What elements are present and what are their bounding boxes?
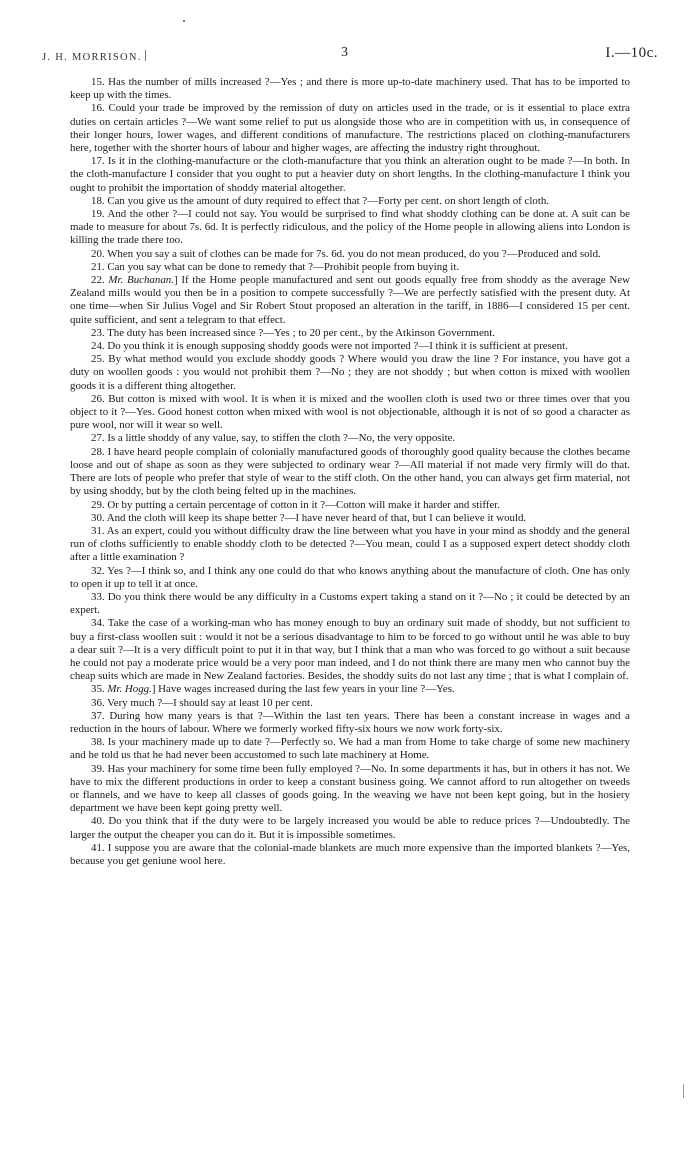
- paragraph-25: 25. By what method would you exclude shoddy goods ? Where would you draw the line ? For instance, you have got a duty on woollen goods : you would not prohibit them ?—No ; they are not shoddy ; but when cotton is mixed with woollen goods it is a different thing altogether.: [70, 353, 630, 392]
- paragraph-29: 29. Or by putting a certain percentage of cotton in it ?—Cotton will make it harder and stiffer.: [91, 498, 500, 511]
- running-header-name: J. H. MORRISON.: [42, 50, 146, 63]
- paragraph-38: 38. Is your machinery made up to date ?—Perfectly so. We had a man from Home to take charge of some new machinery and he told us that he had never been accustomed to such late machinery at Home.: [70, 736, 630, 762]
- paragraph-16: 16. Could your trade be improved by the remission of duty on articles used in the trade, or is it essential to place extra duties on certain articles ?—We want some relief to put us alongside those who are in competition with us, in consequence of their longer hours, lower wages, and different conditions of manufacture. The restrictions placed on clothing-manufacturers here, together with the shorter hours of labour and higher wages, are affecting the industry right throughout.: [70, 102, 630, 155]
- print-speck: [183, 20, 185, 22]
- paragraph-40: 40. Do you think that if the duty were to be largely increased you would be able to reduce prices ?—Undoubtedly. The larger the output the cheaper you can do it. But it is impossible sometimes.: [70, 815, 630, 841]
- paragraph-35: [70, 683, 630, 696]
- question-number: 35.: [91, 683, 108, 696]
- speaker-name: Mr. Buchanan.: [108, 274, 174, 287]
- speaker-name: Mr. Hogg.: [107, 683, 152, 696]
- document-body: [70, 76, 630, 868]
- paragraph-28: 28. I have heard people complain of colonially manufactured goods of thoroughly good quality because the clothes became loose and out of shape as soon as they were subjected to ordinary wear ?—All material if not made very firmly will do that. There are lots of people who prefer that style of wear to the stiff cloth. On the other hand, you can always get firm material, not by using shoddy, but by the cloth being felted up in the machines.: [70, 445, 630, 498]
- margin-mark: [683, 1084, 684, 1098]
- paragraph-41: 41. I suppose you are aware that the colonial-made blankets are much more expensive than the imported blankets ?—Yes, because you get geniune wool here.: [70, 841, 630, 867]
- paragraph-39: 39. Has your machinery for some time been fully employed ?—No. In some departments it has, but in others it has not. We have to mix the different productions in order to keep a constant business going. We cannot afford to run altogether on tweeds or flannels, and we have to keep all classes of goods going. In the weaving we have not been kept going, but in the hosiery department we have been kept going pretty well.: [70, 762, 630, 815]
- paragraph-19: 19. And the other ?—I could not say. You would be surprised to find what shoddy clothing can be done at. A suit can be made to measure for about 7s. 6d. It is perfectly ridiculous, and the policy of the Home people in allowing aliens into London is killing the trade there too.: [70, 208, 630, 247]
- paragraph-20: 20. When you say a suit of clothes can be made for 7s. 6d. you do not mean produced, do you ?—Produced and sold.: [91, 247, 601, 260]
- header-bracket: [145, 50, 146, 61]
- page-number: 3: [341, 45, 348, 60]
- paragraph-34: 34. Take the case of a working-man who has money enough to buy an ordinary suit made of shoddy, but not sufficient to buy a first-class woollen suit : would it not be a serious disadvantage to him to be forced to go without until he was able to buy a dear suit ?—It is a very difficult point to put it in that way, but I think that a man who was forced to go without a suit because he could not pay a moderate price would be a very poor man indeed, and I do not think there are many men who cannot buy the cheap suits which are made in New Zealand factories. Besides, the shoddy suits do not last any time ; that is what I complain of.: [70, 617, 630, 683]
- paragraph-37: 37. During how many years is that ?—Within the last ten years. There has been a constant increase in wages and a reduction in the hours of labour. Where we formerly worked fifty-six hours we now work forty-six.: [70, 709, 630, 735]
- running-header-reference: I.—10c.: [605, 45, 658, 61]
- paragraph-15: 15. Has the number of mills increased ?—Yes ; and there is more up-to-date machinery used. That has to be imported to keep up with the times.: [70, 76, 630, 102]
- question-number: 22.: [91, 274, 109, 287]
- paragraph-33: 33. Do you think there would be any difficulty in a Customs expert taking a stand on it ?—No ; it could be detected by an expert.: [70, 590, 630, 617]
- paragraph-24: 24. Do you think it is enough supposing shoddy goods were not imported ?—I think it is sufficient at present.: [91, 340, 568, 353]
- paragraph-27: 27. Is a little shoddy of any value, say, to stiffen the cloth ?—No, the very opposite.: [91, 432, 456, 445]
- paragraph-text: ] Have wages increased during the last few years in your line ?—Yes.: [151, 683, 455, 696]
- paragraph-22: [70, 274, 630, 327]
- paragraph-18: 18. Can you give us the amount of duty required to effect that ?—Forty per cent. on short length of cloth.: [91, 194, 550, 207]
- paragraph-21: 21. Can you say what can be done to remedy that ?—Prohibit people from buying it.: [91, 260, 460, 273]
- paragraph-31: 31. As an expert, could you without difficulty draw the line between what you have in your mind as shoddy and the general run of cloths sufficiently to enable shoddy cloth to be detected ?—You mean, could I as a supposed expert detect shoddy cloth after a little examination ?: [70, 524, 630, 564]
- paragraph-23: 23. The duty has been increased since ?—Yes ; to 20 per cent., by the Atkinson Government.: [91, 326, 495, 339]
- paragraph-26: 26. But cotton is mixed with wool. It is when it is mixed and the woollen cloth is used two or three times over that you object to it ?—Yes. Good honest cotton when mixed with wool is not objectionable, although it is not of so good a character as pure wool, nor will it wear so well.: [70, 392, 630, 432]
- paragraph-text: ] If the Home people manufactured and sent out goods equally free from shoddy as the average New Zealand mills would you then be in a position to compete successfully ?—We are perfectly satisfied with the present duty. At one time—when Sir Julius Vogel and Sir Robert Stout proposed an alteration in the tariff, in 1886—I considered 15 per cent. quite sufficient, and sent a telegram to that effect.: [70, 274, 630, 326]
- paragraph-30: 30. And the cloth will keep its shape better ?—I have never heard of that, but I can believe it would.: [91, 511, 527, 524]
- paragraph-17: 17. Is it in the clothing-manufacture or the cloth-manufacture that you think an alteration ought to be made ?—In both. In the cloth-manufacture I consider that you ought to put a heavier duty on short lengths. In the clothing-manufacture I think you ought to prohibit the importation of shoddy material altogether.: [70, 155, 630, 194]
- paragraph-32: 32. Yes ?—I think so, and I think any one could do that who knows anything about the manufacture of cloth. One has only to open it up to tell it at once.: [70, 564, 630, 590]
- paragraph-36: 36. Very much ?—I should say at least 10 per cent.: [91, 696, 313, 709]
